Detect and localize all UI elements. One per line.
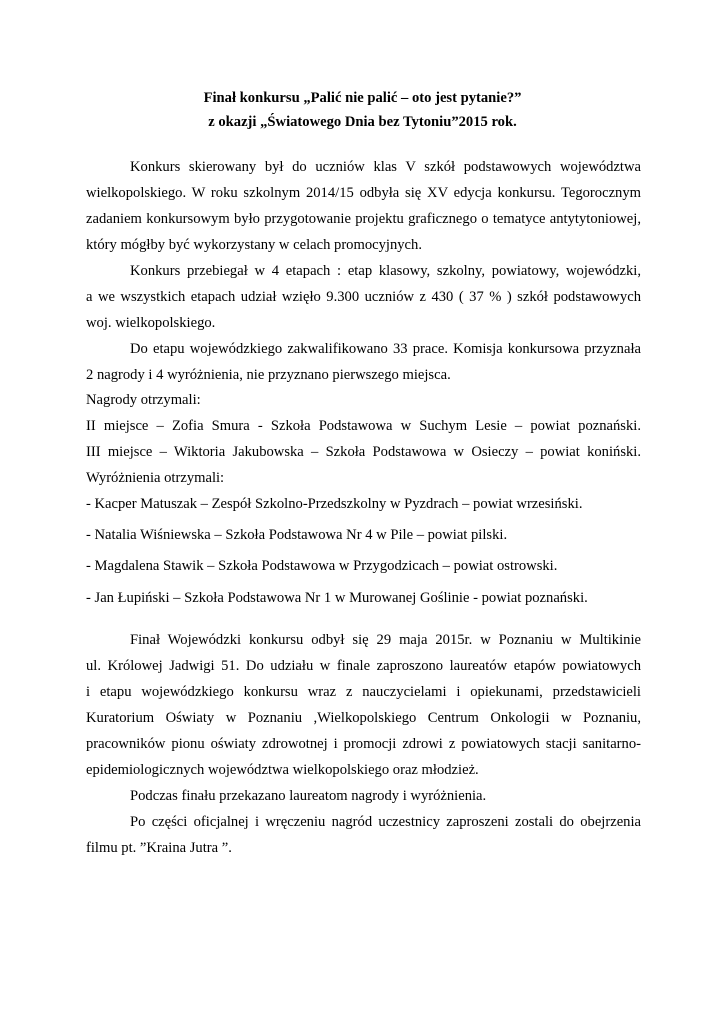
paragraph-2-line: Konkurs przebiegał w 4 etapach : etap klasowy, szkolny, powiatowy, wojewódzki, [130, 263, 641, 279]
paragraph-4-line: i etapu wojewódzkiego konkursu wraz z nauczycielami i opiekunami, przedstawicieli [86, 684, 641, 700]
document-title-line2: z okazji „Światowego Dnia bez Tytoniu”2015 rok. [208, 114, 517, 130]
paragraph-5-line: Podczas finału przekazano laureatom nagrody i wyróżnienia. [130, 788, 487, 804]
paragraph-1-line: zadaniem konkursowym było przygotowanie projektu graficznego o tematyce antytytoniowej, [86, 211, 641, 227]
distinction-item: - Jan Łupiński – Szkoła Podstawowa Nr 1 w Murowanej Goślinie - powiat poznański. [86, 590, 588, 606]
paragraph-6-line: Po części oficjalnej i wręczeniu nagród uczestnicy zaproszeni zostali do obejrzenia [130, 814, 641, 830]
distinction-item: - Magdalena Stawik – Szkoła Podstawowa w Przygodzicach – powiat ostrowski. [86, 558, 558, 574]
paragraph-1-line: Konkurs skierowany był do uczniów klas V szkół podstawowych województwa [130, 159, 641, 175]
paragraph-4-line: Kuratorium Oświaty w Poznaniu ,Wielkopolskiego Centrum Onkologii w Poznaniu, [86, 710, 641, 726]
award-third-place: III miejsce – Wiktoria Jakubowska – Szkoła Podstawowa w Osieczy – powiat koniński. [86, 444, 641, 460]
paragraph-6-line: filmu pt. ”Kraina Jutra ”. [86, 840, 232, 856]
distinction-item: - Kacper Matuszak – Zespół Szkolno-Przedszkolny w Pyzdrach – powiat wrzesiński. [86, 496, 583, 512]
paragraph-3-line: 2 nagrody i 4 wyróżnienia, nie przyznano pierwszego miejsca. [86, 367, 451, 383]
paragraph-1-line: wielkopolskiego. W roku szkolnym 2014/15 odbyła się XV edycja konkursu. Tegorocznym [86, 185, 641, 201]
distinctions-heading: Wyróżnienia otrzymali: [86, 470, 225, 486]
award-second-place: II miejsce – Zofia Smura - Szkoła Podstawowa w Suchym Lesie – powiat poznański. [86, 418, 641, 434]
paragraph-4-line: Finał Wojewódzki konkursu odbył się 29 maja 2015r. w Poznaniu w Multikinie [130, 632, 641, 648]
paragraph-2-line: woj. wielkopolskiego. [86, 315, 216, 331]
paragraph-4-line: epidemiologicznych województwa wielkopolskiego oraz młodzież. [86, 762, 479, 778]
paragraph-4-line: ul. Królowej Jadwigi 51. Do udziału w finale zaproszono laureatów etapów powiatowych [86, 658, 641, 674]
paragraph-4-line: pracowników pionu oświaty zdrowotnej i promocji zdrowi z powiatowych stacji sanitarno- [86, 736, 641, 752]
paragraph-1-line: który mógłby być wykorzystany w celach promocyjnych. [86, 237, 422, 253]
distinction-item: - Natalia Wiśniewska – Szkoła Podstawowa Nr 4 w Pile – powiat pilski. [86, 527, 508, 543]
awards-heading: Nagrody otrzymali: [86, 392, 201, 408]
paragraph-2-line: a we wszystkich etapach udział wzięło 9.300 uczniów z 430 ( 37 % ) szkół podstawowych [86, 289, 641, 305]
document-title-line1: Finał konkursu „Palić nie palić – oto jest pytanie?” [203, 90, 522, 106]
paragraph-3-line: Do etapu wojewódzkiego zakwalifikowano 33 prace. Komisja konkursowa przyznała [130, 341, 641, 357]
